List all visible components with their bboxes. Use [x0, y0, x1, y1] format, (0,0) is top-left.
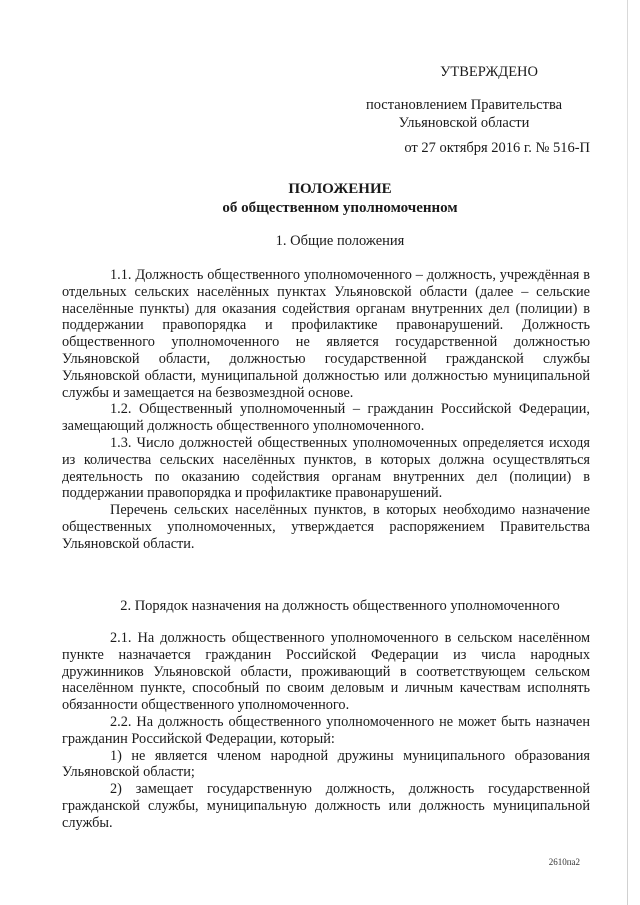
title-main: ПОЛОЖЕНИЕ — [288, 181, 392, 197]
approval-line-1: постановлением Правительства — [365, 97, 563, 113]
section-2-heading: 2. Порядок назначения на должность общественного уполномоченного — [120, 598, 560, 614]
approval-line-2: Ульяновской области — [398, 115, 530, 131]
list-item-2: 2) замещает государственную должность, должность государственной гражданской службы, муниципальную должность или должность муниципальной службы. — [62, 781, 590, 831]
paragraph-2-1: 2.1. На должность общественного уполномоченного в сельском населённом пункте назначается гражданин Российской Федерации из числа народных дружинников Ульяновской области, проживающий в соответствующем сельском населённом пункте, способный по своим деловым и личным качествам исполнять обязанности общественного уполномоченного. — [62, 630, 590, 714]
paragraph-1-3: 1.3. Число должностей общественных уполномоченных определяется исходя из количества сельских населённых пунктов, в которых должна осуществляться деятельность по оказанию содействия органам внутренних дел (полиции) в поддержании правопорядка и профилактике правонарушений. — [62, 434, 590, 502]
section-1-heading: 1. Общие положения — [275, 233, 405, 249]
section-1-body — [62, 267, 590, 553]
paragraph-list-note: Перечень сельских населённых пунктов, в которых необходимо назначение общественных уполномоченных, утверждается распоряжением Правительства Ульяновской области. — [62, 502, 590, 552]
footer-code: 2610па2 — [548, 857, 580, 867]
paragraph-2-2: 2.2. На должность общественного уполномоченного не может быть назначен гражданин Российской Федерации, который: — [62, 713, 590, 747]
paragraph-1-2: 1.2. Общественный уполномоченный – гражданин Российской Федерации, замещающий должность общественного уполномоченного. — [62, 401, 590, 435]
approval-heading: УТВЕРЖДЕНО — [440, 64, 538, 80]
list-item-1: 1) не является членом народной дружины муниципального образования Ульяновской области; — [62, 747, 590, 781]
title-sub: об общественном уполномоченном — [222, 200, 458, 216]
section-2-body — [62, 630, 590, 832]
paragraph-1-1: 1.1. Должность общественного уполномоченного – должность, учреждённая в отдельных сельских населённых пунктах Ульяновской области (далее – сельские населённые пункты) для оказания содействия органам внутренних дел (полиции) в поддержании правопорядка и профилактике правонарушений. Должность общественного уполномоченного не является государственной должностью Ульяновской области, должностью государственной гражданской службы Ульяновской области, муниципальной должностью или должностью муниципальной службы и замещается на безвозмездной основе. — [62, 267, 590, 401]
scan-edge — [627, 0, 628, 905]
approval-date: от 27 октября 2016 г. № 516-П — [404, 140, 590, 156]
approval-block — [340, 96, 588, 132]
document-title — [0, 180, 640, 218]
